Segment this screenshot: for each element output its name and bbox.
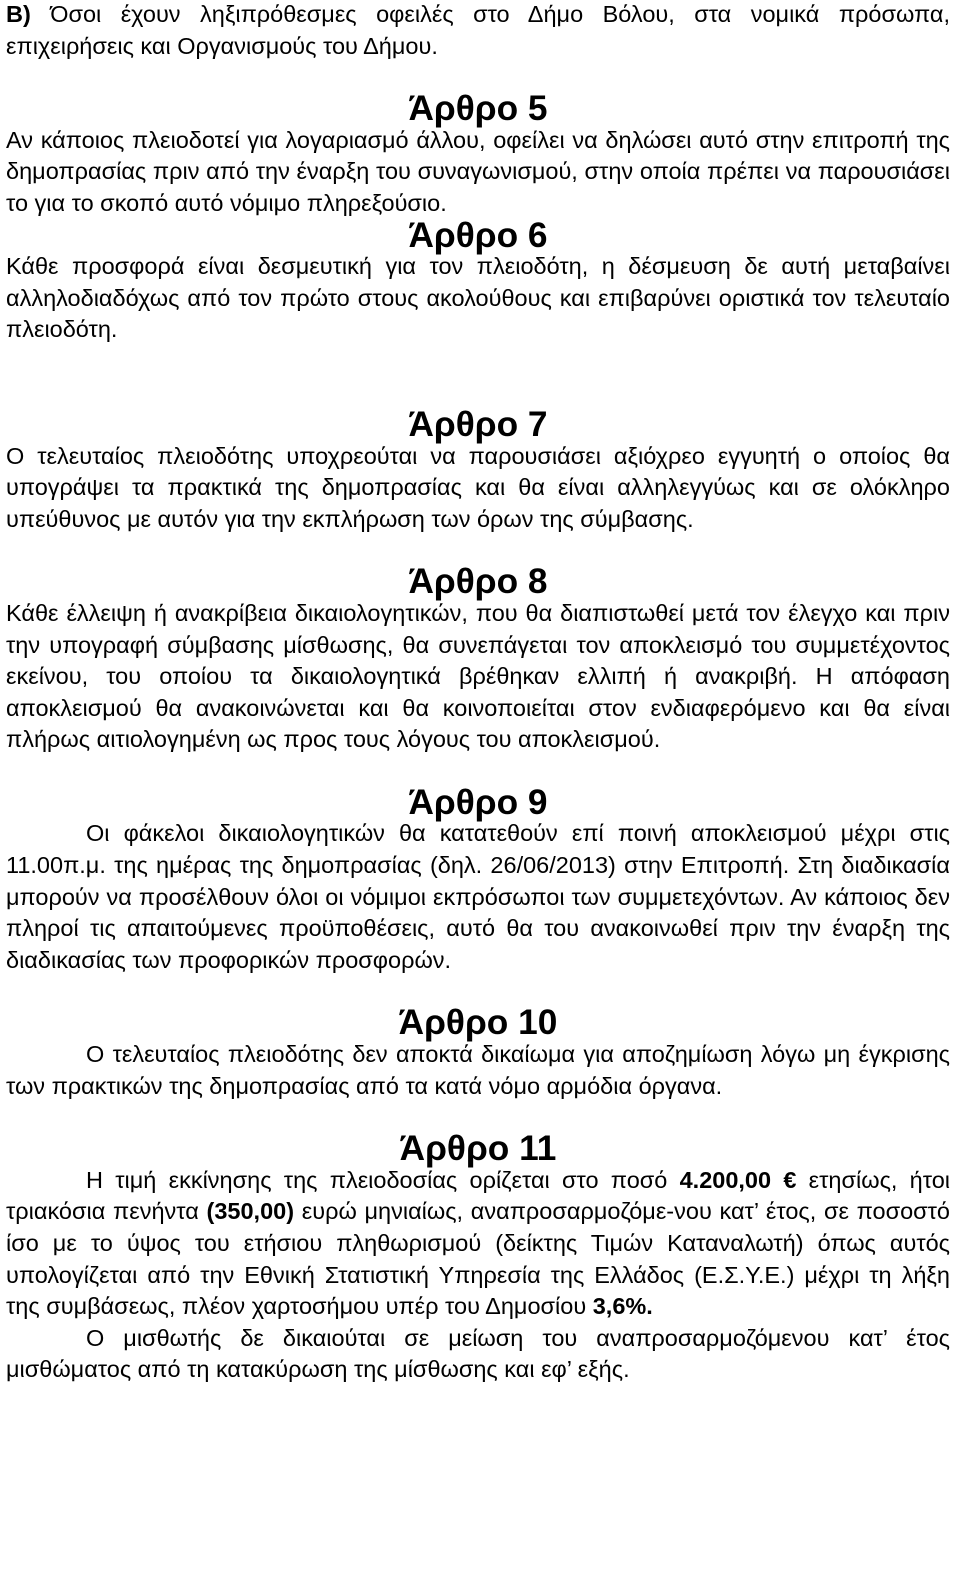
article-11-text-a: Η τιμή εκκίνησης της πλειοδοσίας ορίζεται στο ποσό [86,1166,680,1193]
article-10-title: Άρθρο 10 [398,1003,558,1043]
intro-text: Όσοι έχουν ληξιπρόθεσμες οφειλές στο Δήμο Βόλου, στα νομικά πρόσωπα, επιχειρήσεις και Οργανισμούς του Δήμου. [6,1,950,59]
article-11-title: Άρθρο 11 [399,1129,557,1169]
article-7-text: Ο τελευταίος πλειοδότης υποχρεούται να παρουσιάσει αξιόχρεο εγγυητή ο οποίος θα υπογράψει τα πρακτικά της δημοπρασίας και θα είναι αλληλεγγύως και σε ολόκληρο υπεύθυνος με αυτόν για την εκπλήρωση των όρων της σύμβασης. [6,442,950,532]
article-9-text: Οι φάκελοι δικαιολογητικών θα κατατεθούν επί ποινή αποκλεισμού μέχρι στις 11.00π.μ. της ημέρας της δημοπρασίας (δηλ. 26/06/2013) στην Επιτροπή. Στη διαδικασία μπορούν να προσέλθουν όλοι οι νόμιμοι εκπρόσωποι των συμμετεχόντων. Αν κάποιος δεν πληροί τις απαιτούμενες προϋποθέσεις, αυτό θα του ανακοινωθεί πριν την έναρξη της διαδικασίας των προφορικών προσφορών. [6,820,950,973]
article-8-text: Κάθε έλλειψη ή ανακρίβεια δικαιολογητικών, που θα διαπιστωθεί μετά τον έλεγχο και πριν την υπογραφή σύμβασης μίσθωσης, θα συνεπάγεται τον αποκλεισμό του συμμετέχοντος εκείνου, του οποίου τα δικαιολογητικά βρέθηκαν ελλιπή ή ανακριβή. Η απόφαση αποκλεισμού θα ανακοινώνεται και θα κοινοποιείται στον ενδιαφερόμενο και θα είναι πλήρως αιτιολογημένη ως προς τους λόγους του αποκλεισμού. [6,599,950,753]
article-11-text-c: ευρώ μηνιαίως, αναπροσαρμοζόμε-νου κατ’ έτος, σε ποσοστό ίσο με το ύψος του ετήσιου πληθωρισμού (δείκτης Τιμών Καταναλωτή) όπως αυτός υπολογίζεται από την Εθνική Στατιστική Υπηρεσία της Ελλάδος (Ε.Σ.Υ.Ε.) μέχρι τη λήξη της συμβάσεως, πλέον χαρτοσήμου υπέρ του Δημοσίου [6,1198,951,1320]
article-10-text: Ο τελευταίος πλειοδότης δεν αποκτά δικαίωμα για αποζημίωση λόγω μη έγκρισης των πρακτικών της δημοπρασίας από τα κατά νόμο αρμόδια όργανα. [6,1041,950,1099]
intro-paragraph [6,0,950,62]
article-11-text-b: ετησίως, ήτοι τριακόσια πενήντα [6,1166,950,1225]
spacer [6,346,950,409]
article-6-text: Κάθε προσφορά είναι δεσμευτική για τον πλειοδότη, η δέσμευση δε αυτή μεταβαίνει αλληλοδιαδόχως από τον πρώτο στους ακολούθους και επιβαρύνει οριστικά τον τελευταίο πλειοδότη. [6,253,950,343]
article-9-title: Άρθρο 9 [408,782,548,822]
article-6-title: Άρθρο 6 [408,215,548,255]
starting-price-amount: 4.200,00 € [679,1166,797,1193]
article-11-paragraph-2: Ο μισθωτής δε δικαιούται σε μείωση του αναπροσαρμοζόμενου κατ’ έτος μισθώματος από τη κατακύρωση της μίσθωσης και εφ’ εξής. [6,1324,950,1383]
stamp-duty-rate: 3,6%. [592,1293,653,1320]
article-8-title: Άρθρο 8 [408,562,548,602]
monthly-amount: (350,00) [206,1198,295,1225]
article-11-paragraph-1 [6,1165,950,1323]
intro-label: B) [6,1,31,27]
article-7-title: Άρθρο 7 [408,404,548,444]
article-5-text: Αν κάποιος πλειοδοτεί για λογαριασμό άλλου, οφείλει να δηλώσει αυτό στην επιτροπή της δημοπρασίας πριν από την έναρξη του συναγωνισμού, στην οποία πρέπει να παρουσιάσει το για το σκοπό αυτό νόμιμο πληρεξούσιο. [6,126,950,216]
article-5-title: Άρθρο 5 [408,89,548,129]
